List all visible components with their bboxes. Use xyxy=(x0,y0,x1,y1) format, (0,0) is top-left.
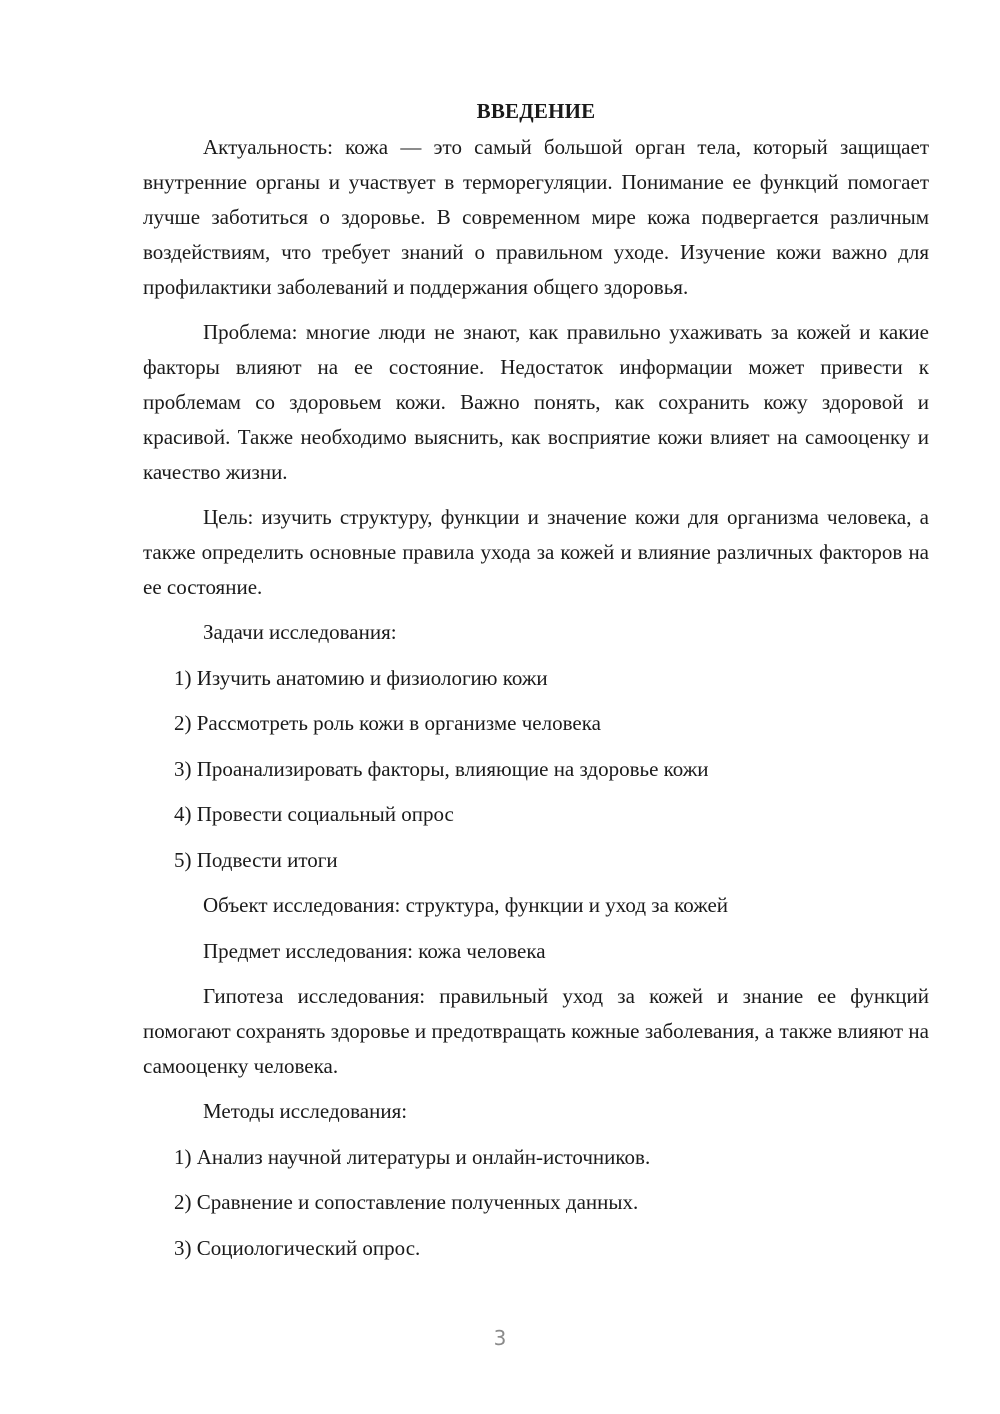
task-item: 3) Проанализировать факторы, влияющие на здоровье кожи xyxy=(174,756,709,781)
task-item: 4) Провести социальный опрос xyxy=(174,802,454,826)
method-item: 1) Анализ научной литературы и онлайн-источников. xyxy=(174,1144,651,1169)
page-title: ВВЕДЕНИЕ xyxy=(476,99,596,123)
method-item: 2) Сравнение и сопоставление полученных данных. xyxy=(174,1190,639,1214)
research-object: Объект исследования: структура, функции и уход за кожей xyxy=(203,893,729,917)
task-item: 5) Подвести итоги xyxy=(174,847,338,872)
relevance-paragraph: Актуальность: кожа — это самый большой орган тела, который защищает внутренние органы и участвует в терморегуляции. Понимание ее функций помогает лучше заботиться о здоровье. В современном мире кожа подвергается различным воздействиям, что требует знаний о правильном уходе. Изучение кожи важно для профилактики заболеваний и поддержания общего здоровья. xyxy=(143,135,929,299)
research-subject: Предмет исследования: кожа человека xyxy=(203,938,546,963)
task-item: 2) Рассмотреть роль кожи в организме человека xyxy=(174,711,601,735)
tasks-heading: Задачи исследования: xyxy=(203,620,397,644)
task-item: 1) Изучить анатомию и физиологию кожи xyxy=(174,665,548,690)
method-item: 3) Социологический опрос. xyxy=(174,1235,421,1260)
goal-paragraph: Цель: изучить структуру, функции и значение кожи для организма человека, а также определить основные правила ухода за кожей и влияние различных факторов на ее состояние. xyxy=(143,505,929,599)
methods-list xyxy=(143,1140,929,1266)
page-number: 3 xyxy=(493,1326,507,1350)
problem-paragraph: Проблема: многие люди не знают, как правильно ухаживать за кожей и какие факторы влияют на ее состояние. Недостаток информации может привести к проблемам со здоровьем кожи. Важно понять, как сохранить кожу здоровой и красивой. Также необходимо выяснить, как восприятие кожи влияет на самооценку и качество жизни. xyxy=(143,320,929,484)
hypothesis-paragraph: Гипотеза исследования: правильный уход за кожей и знание ее функций помогают сохранять здоровье и предотвращать кожные заболевания, а также влияют на самооценку человека. xyxy=(143,984,929,1078)
methods-heading: Методы исследования: xyxy=(203,1099,408,1123)
page-content xyxy=(143,96,929,1276)
tasks-list xyxy=(143,661,929,878)
